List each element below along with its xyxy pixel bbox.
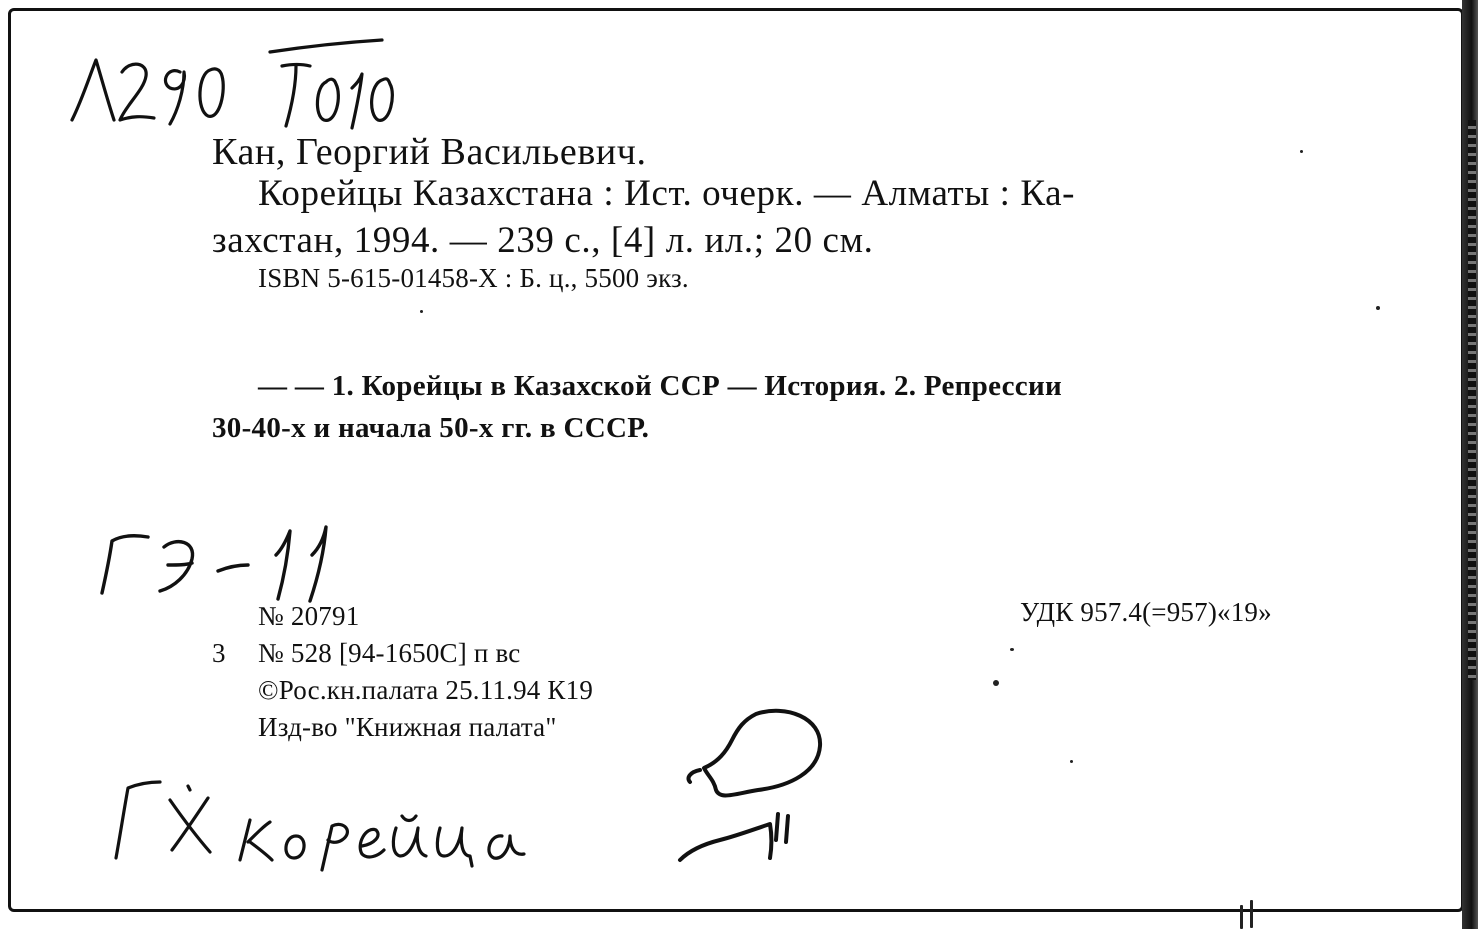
udc-code: УДК 957.4(=957)«19» (1020, 597, 1272, 627)
stamp-scribble (660, 690, 860, 880)
handwritten-note (100, 770, 570, 870)
title-line-1: Корейцы Казахстана : Ист. очерк. — Алматы : Ка- (258, 173, 1076, 214)
index-digit: 3 (212, 638, 226, 668)
paper-speck (1376, 306, 1380, 310)
title-line-2: захстан, 1994. — 239 с., [4] л. ил.; 20 см. (212, 220, 874, 261)
paper-speck (1300, 150, 1303, 153)
author-line: Кан, Георгий Васильевич. (212, 131, 647, 173)
paper-speck (420, 310, 423, 313)
paper-speck (1250, 900, 1253, 928)
subjects-line-1: — — 1. Корейцы в Казахской ССР — История. 2. Репрессии (258, 370, 1062, 402)
handwritten-code (88, 515, 348, 605)
paper-speck (1070, 760, 1073, 763)
paper-speck (993, 680, 999, 686)
book-chamber: ©Рос.кн.палата 25.11.94 К19 (258, 675, 594, 705)
publisher-line: Изд-во "Книжная палата" (258, 712, 557, 742)
handwritten-call-number (60, 30, 400, 140)
card-edge-texture (1468, 120, 1476, 680)
paper-speck (1010, 648, 1014, 651)
number-2: № 528 [94-1650С] п вс (258, 638, 521, 668)
number-1: № 20791 (258, 601, 360, 631)
isbn-line: ISBN 5-615-01458-X : Б. ц., 5500 экз. (258, 263, 689, 293)
subjects-line-2: 30-40-х и начала 50-х гг. в СССР. (212, 412, 650, 444)
paper-speck (1240, 905, 1243, 929)
